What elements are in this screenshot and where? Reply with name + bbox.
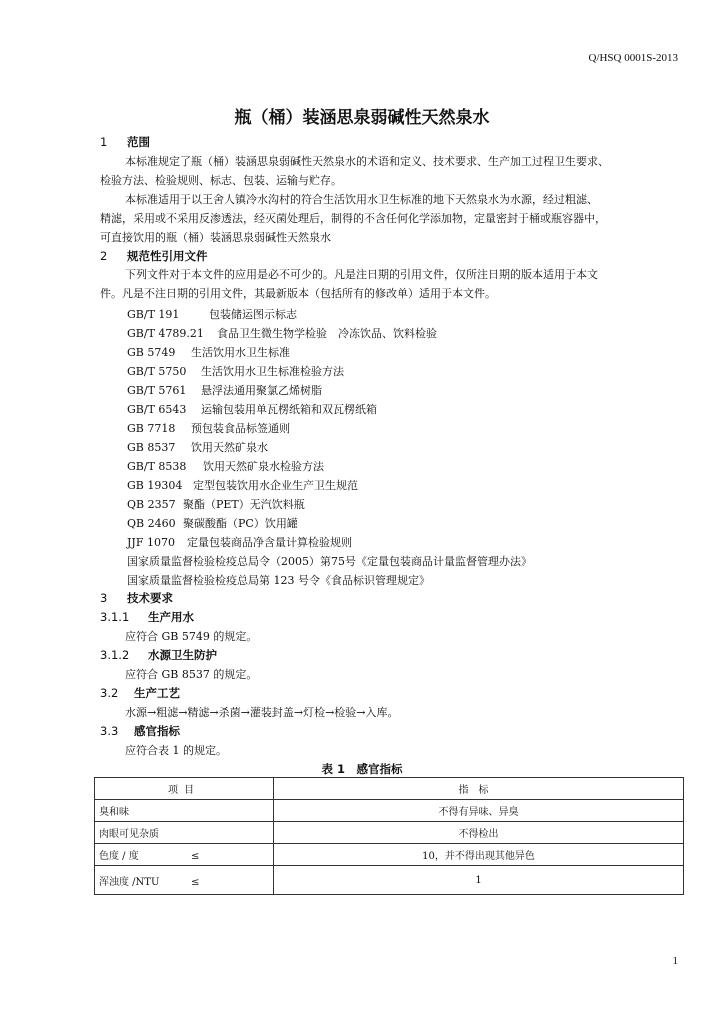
reference-code: QB 2460: [127, 517, 176, 530]
subsection-title: 生产工艺: [134, 686, 180, 700]
column-header-item: 项目: [95, 778, 274, 800]
subsection-number: 3.1.2: [100, 648, 130, 662]
reference-code: GB 19304: [127, 479, 183, 492]
text-line: 可直接饮用的瓶（桶）装涵思泉弱碱性天然泉水: [100, 231, 331, 244]
value-cell: 不得有异味、异臭: [274, 800, 684, 822]
reference-title: 运输包装用单瓦楞纸箱和双瓦楞纸箱: [201, 403, 377, 416]
regulation-order-1: 国家质量监督检验检疫总局令（2005）第75号《定量包装商品计量监督管理办法》: [127, 555, 532, 568]
reference-code: GB/T 5761: [127, 384, 187, 397]
subsection-number: 3.2: [100, 686, 119, 700]
section-title: 规范性引用文件: [127, 249, 208, 263]
text-line: 精滤，采用或不采用反渗透法，经灭菌处理后，制得的不含任何化学添加物，定量密封于桶或瓶容器中，: [100, 212, 606, 225]
table-row: [95, 844, 684, 866]
page-number: 1: [672, 955, 678, 967]
reference-item: [127, 324, 532, 343]
document-title: 瓶（桶）装涵思泉弱碱性天然泉水: [234, 108, 490, 128]
less-equal-symbol: ≤: [191, 876, 200, 888]
item-cell: [95, 800, 274, 822]
reference-code: GB 5749: [127, 346, 176, 359]
reference-item: [127, 514, 532, 533]
reference-title: 饮用天然矿泉水检验方法: [203, 460, 324, 473]
item-cell: [95, 844, 274, 866]
reference-code: GB 8537: [127, 441, 176, 454]
reference-item: [127, 476, 532, 495]
reference-code: JJF 1070: [127, 536, 175, 549]
table-row: [95, 800, 684, 822]
table-header-row: [95, 778, 684, 800]
item-cell: [95, 822, 274, 844]
subsection-title: 感官指标: [134, 724, 180, 738]
text-line: 水源→粗滤→精滤→杀菌→灌装封盖→灯检→检验→入库。: [125, 706, 399, 719]
value-cell: 1: [274, 866, 684, 895]
reference-item: [127, 438, 532, 457]
section-2-heading: [100, 247, 690, 266]
text-line: 件。凡是不注日期的引用文件，其最新版本（包括所有的修改单）适用于本文件。: [100, 287, 496, 300]
section-number: 2: [100, 249, 108, 263]
text-line: 应符合 GB 8537 的规定。: [125, 668, 258, 681]
subsection-3-1-2-text: [100, 665, 690, 684]
reference-title: 食品卫生微生物学检验 冷冻饮品、饮料检验: [217, 327, 437, 340]
text-line: 本标准规定了瓶（桶）装涵思泉弱碱性天然泉水的术语和定义、技术要求、生产加工过程卫生要求、: [125, 155, 609, 168]
subsection-3-2-text: [100, 703, 690, 722]
section-number: 3: [100, 591, 108, 605]
reference-title: 悬浮法通用聚氯乙烯树脂: [201, 384, 322, 397]
text-line: 本标准适用于以王舍人镇冷水沟村的符合生活饮用水卫生标准的地下天然泉水为水源，经过粗滤、: [125, 193, 598, 206]
less-equal-symbol: ≤: [191, 851, 200, 862]
reference-title: 聚碳酸酯（PC）饮用罐: [183, 517, 298, 530]
text-line: 检验方法、检验规则、标志、包装、运输与贮存。: [100, 174, 342, 187]
section-number: 1: [100, 135, 108, 149]
reference-title: 生活饮用水卫生标准检验方法: [201, 365, 344, 378]
scope-paragraph-1: [100, 152, 690, 190]
subsection-3-1-1-text: [100, 627, 690, 646]
table-row: [95, 866, 684, 895]
subsection-title: 生产用水: [148, 610, 194, 624]
column-header-indicator: 指标: [274, 778, 684, 800]
reference-code: GB/T 8538: [127, 460, 187, 473]
reference-item: [127, 495, 532, 514]
subsection-number: 3.1.1: [100, 610, 130, 624]
item-label: 臭和味: [99, 807, 129, 818]
reference-item: [127, 533, 532, 552]
section-1-heading: [100, 133, 690, 152]
value-cell: 不得检出: [274, 822, 684, 844]
table-row: [95, 822, 684, 844]
text-line: 下列文件对于本文件的应用是必不可少的。凡是注日期的引用文件，仅所注日期的版本适用于本文: [125, 268, 598, 281]
reference-code: GB 7718: [127, 422, 176, 435]
regulation-order-2: 国家质量监督检验检疫总局第 123 号令《食品标识管理规定》: [127, 574, 430, 587]
subsection-number: 3.3: [100, 724, 119, 738]
subsection-3-2-heading: [100, 684, 690, 703]
reference-title: 包装储运图示标志: [209, 308, 297, 321]
text-line: 应符合表 1 的规定。: [125, 744, 227, 757]
reference-item: [127, 362, 532, 381]
reference-title: 定量包装商品净含量计算检验规则: [187, 536, 352, 549]
reference-title: 聚酯（PET）无汽饮料瓶: [183, 498, 305, 511]
reference-code: QB 2357: [127, 498, 176, 511]
reference-code: GB/T 5750: [127, 365, 187, 378]
reference-item: [127, 343, 532, 362]
standard-code: Q/HSQ 0001S-2013: [588, 52, 678, 64]
reference-title: 生活饮用水卫生标准: [191, 346, 290, 359]
subsection-title: 水源卫生防护: [148, 648, 217, 662]
value-cell: 10，并不得出现其他异色: [274, 844, 684, 866]
table-caption: 表 1 感官指标: [321, 762, 403, 776]
reference-item: [127, 457, 532, 476]
reference-title: 定型包装饮用水企业生产卫生规范: [193, 479, 358, 492]
scope-paragraph-2: [100, 190, 690, 247]
reference-item: [127, 419, 532, 438]
subsection-3-3-heading: [100, 722, 690, 741]
text-line: 应符合 GB 5749 的规定。: [125, 630, 258, 643]
item-label: 肉眼可见杂质: [99, 829, 159, 840]
reference-item: [127, 305, 532, 324]
reference-code: GB/T 4789.21: [127, 327, 204, 340]
reference-title: 饮用天然矿泉水: [191, 441, 268, 454]
subsection-3-1-2-heading: [100, 646, 690, 665]
item-label: 色度 / 度: [99, 851, 139, 862]
section-title: 技术要求: [127, 591, 173, 605]
item-cell: [95, 866, 274, 895]
section-3-heading: [100, 589, 690, 608]
reference-item: [127, 400, 532, 419]
references-intro: [100, 265, 690, 303]
reference-list: [127, 305, 532, 590]
reference-code: GB/T 191: [127, 308, 180, 321]
reference-title: 预包装食品标签通则: [191, 422, 290, 435]
subsection-3-3-text: [100, 741, 690, 760]
reference-code: GB/T 6543: [127, 403, 187, 416]
item-label: 浑浊度 /NTU: [99, 876, 160, 888]
section-title: 范围: [127, 135, 150, 149]
reference-item: [127, 381, 532, 400]
sensory-table: [94, 777, 684, 895]
subsection-3-1-1-heading: [100, 608, 690, 627]
